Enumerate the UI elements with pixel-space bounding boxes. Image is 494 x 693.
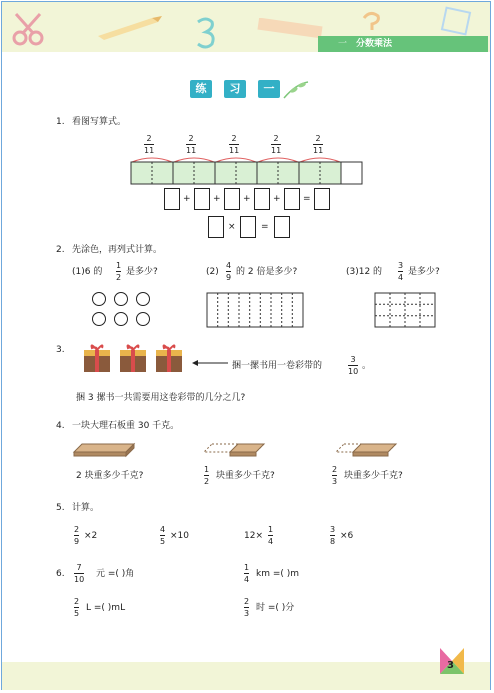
- q1-equals-sign: =: [303, 194, 311, 204]
- section-title: 分数乘法: [356, 39, 393, 49]
- q1-times-sign: ×: [228, 222, 236, 232]
- q5-prompt: 计算。: [72, 503, 100, 513]
- q2a-suffix: 是多少?: [126, 267, 158, 277]
- q2a-prefix: (1)6 的: [72, 267, 103, 277]
- page-number: 3: [447, 660, 454, 671]
- q2b-prefix: (2): [206, 267, 219, 277]
- marble-slab-whole: [72, 442, 136, 458]
- q5-item-2-op: ×10: [170, 531, 189, 541]
- q1-equals-sign: =: [261, 222, 269, 232]
- q5-item-2-fraction: 4 5: [160, 525, 166, 546]
- q1-plus-sign: +: [183, 194, 191, 204]
- page-border: [1, 1, 491, 690]
- q3-number: 3.: [56, 345, 65, 355]
- q1-prompt: 看图写算式。: [72, 117, 127, 127]
- title-char-3: 一: [258, 80, 280, 98]
- q1-answer-box[interactable]: [224, 188, 240, 210]
- q4b-fraction: 1 2: [204, 465, 210, 486]
- q4-prompt: 一块大理石板重 30 千克。: [72, 421, 180, 431]
- q1-answer-box[interactable]: [284, 188, 300, 210]
- q6-item-3-text: L =( )mL: [86, 603, 126, 613]
- q5-item-3-fraction: 1 4: [268, 525, 274, 546]
- section-bar: [318, 36, 488, 52]
- exercise-title: [190, 80, 310, 100]
- q6-item-3-fraction: 2 5: [74, 597, 80, 618]
- pencil-icon: [94, 12, 164, 42]
- q2-prompt: 先涂色，再列式计算。: [72, 245, 163, 255]
- section-dash: 一: [338, 39, 348, 49]
- q1-answer-box[interactable]: [208, 216, 224, 238]
- q3-question: 捆 3 摞书一共需要用这卷彩带的几分之几?: [76, 393, 246, 403]
- q2c-rectangle-grid[interactable]: [374, 292, 436, 328]
- leaf-icon: [282, 80, 310, 100]
- q2b-fraction: 4 9: [226, 261, 232, 282]
- q5-item-4-op: ×6: [340, 531, 354, 541]
- number-three-icon: [194, 16, 218, 50]
- q6-item-1-text: 元 =( )角: [96, 569, 135, 579]
- q1-plus-sign: +: [273, 194, 281, 204]
- q3-label-prefix: 捆一摞书用一卷彩带的: [232, 361, 323, 371]
- q5-item-1-op: ×2: [84, 531, 98, 541]
- q5-item-4-fraction: 3 8: [330, 525, 336, 546]
- calculator-icon: [440, 6, 474, 36]
- q1-answer-box[interactable]: [314, 188, 330, 210]
- question-mark-icon: [360, 10, 384, 36]
- q1-answer-box[interactable]: [240, 216, 256, 238]
- q5-number: 5.: [56, 503, 65, 513]
- q4c-fraction: 2 3: [332, 465, 338, 486]
- q2c-prefix: (3)12 的: [346, 267, 383, 277]
- q1-number: 1.: [56, 117, 65, 127]
- q6-number: 6.: [56, 569, 65, 579]
- q1-brace-fraction-4: 2 11: [271, 134, 282, 155]
- q2a-circle[interactable]: [114, 312, 128, 326]
- q2b-suffix: 的 2 倍是多少?: [236, 267, 298, 277]
- q5-item-1-fraction: 2 9: [74, 525, 80, 546]
- q5-item-3-prefix: 12×: [244, 531, 263, 541]
- gift-books-illustration: [82, 340, 186, 376]
- q2a-circle[interactable]: [114, 292, 128, 306]
- q1-plus-sign: +: [213, 194, 221, 204]
- q4a-question: 2 块重多少千克?: [76, 471, 144, 481]
- q3-label-suffix: 。: [362, 361, 372, 371]
- q2a-circle[interactable]: [92, 312, 106, 326]
- q1-answer-box[interactable]: [194, 188, 210, 210]
- marble-slab-two-thirds: [334, 442, 398, 458]
- q1-answer-box[interactable]: [164, 188, 180, 210]
- q2-number: 2.: [56, 245, 65, 255]
- q4b-question: 块重多少千克?: [216, 471, 275, 481]
- q2c-suffix: 是多少?: [408, 267, 440, 277]
- title-char-1: 练: [190, 80, 212, 98]
- q2a-fraction: 1 2: [116, 261, 122, 282]
- q4c-question: 块重多少千克?: [344, 471, 403, 481]
- title-char-2: 习: [224, 80, 246, 98]
- q1-fraction-bar-diagram: [130, 154, 366, 186]
- q2a-circle[interactable]: [92, 292, 106, 306]
- q6-item-4-fraction: 2 3: [244, 597, 250, 618]
- q1-brace-fraction-3: 2 11: [229, 134, 240, 155]
- arrow-left-icon: [192, 358, 230, 368]
- q2a-circle[interactable]: [136, 312, 150, 326]
- scissors-icon: [8, 8, 48, 48]
- q1-answer-box[interactable]: [274, 216, 290, 238]
- q1-brace-fraction-5: 2 11: [313, 134, 324, 155]
- ruler-icon: [256, 18, 326, 40]
- q4-number: 4.: [56, 421, 65, 431]
- q1-plus-sign: +: [243, 194, 251, 204]
- q2c-fraction: 3 4: [398, 261, 404, 282]
- q1-brace-fraction-2: 2 11: [186, 134, 197, 155]
- q2b-rectangle-grid[interactable]: [206, 292, 304, 328]
- marble-slab-half: [202, 442, 266, 458]
- q1-brace-fraction-1: 2 11: [144, 134, 155, 155]
- footer-band: [2, 662, 490, 690]
- q6-item-2-fraction: 1 4: [244, 563, 250, 584]
- q3-label-fraction: 3 10: [348, 355, 359, 376]
- q6-item-2-text: km =( )m: [256, 569, 300, 579]
- q2a-circle[interactable]: [136, 292, 150, 306]
- q6-item-1-fraction: 7 10: [74, 563, 85, 584]
- q1-answer-box[interactable]: [254, 188, 270, 210]
- q6-item-4-text: 时 =( )分: [256, 603, 295, 613]
